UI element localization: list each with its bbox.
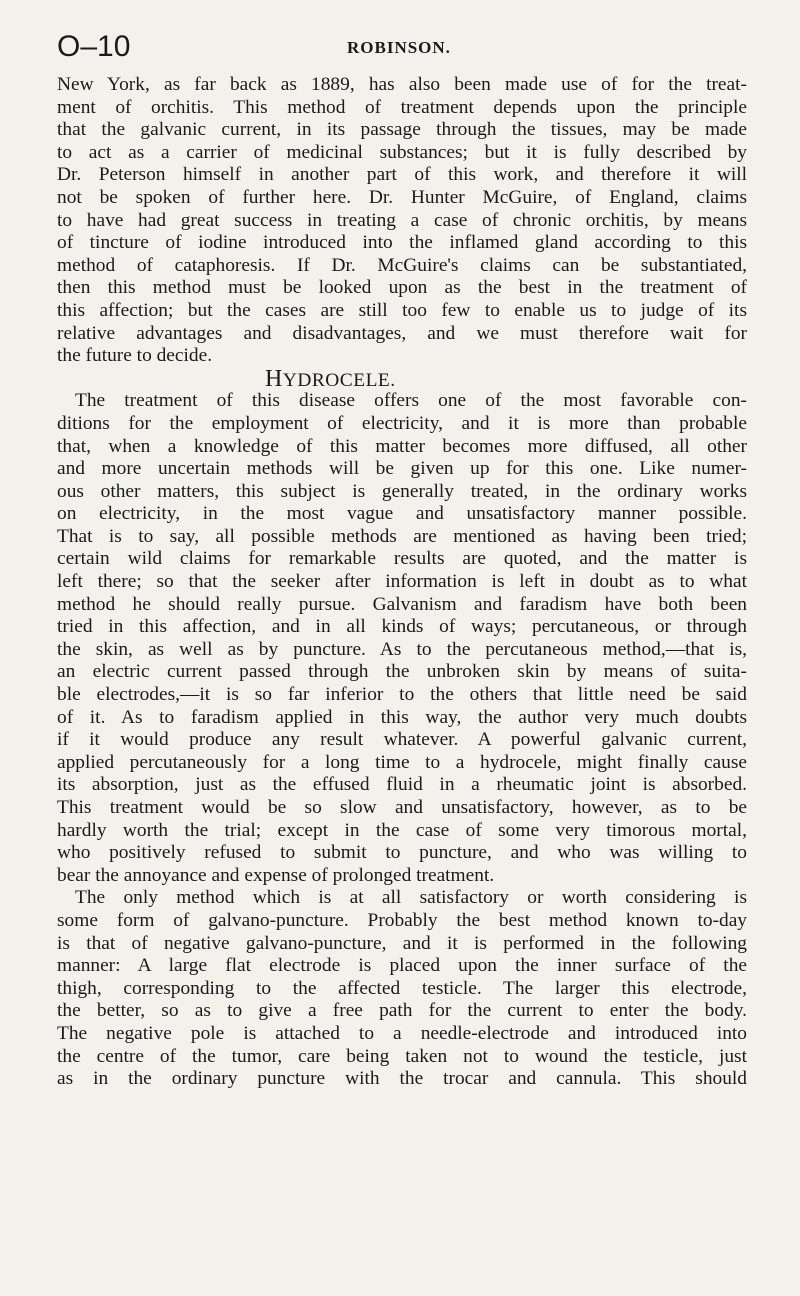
text-line: of tincture of iodine introduced into the inflamed gland according to this (57, 232, 747, 254)
text-line: method he should really pursue. Galvanism and faradism have both been (57, 593, 747, 615)
text-line: applied percutaneously for a long time to a hydrocele, might finally cause (57, 751, 747, 773)
body-text (57, 74, 747, 1091)
text-line: hardly worth the trial; except in the case of some very timorous mortal, (57, 819, 747, 841)
text-line: left there; so that the seeker after information is left in doubt as to what (57, 571, 747, 593)
heading-rest: YDROCELE. (282, 369, 396, 391)
text-line: this affection; but the cases are still too few to enable us to judge of its (57, 299, 747, 321)
text-line: manner: A large flat electrode is placed upon the inner surface of the (57, 955, 747, 977)
paragraph-galvano-puncture (57, 887, 747, 1090)
text-line: The only method which is at all satisfactory or worth considering is (75, 887, 747, 909)
text-line: that, when a knowledge of this matter becomes more diffused, all other (57, 435, 747, 457)
text-line: ditions for the employment of electricity, and it is more than probable (57, 412, 747, 434)
text-line: as in the ordinary puncture with the trocar and cannula. This should (57, 1068, 747, 1090)
text-line: the centre of the tumor, care being taken not to wound the testicle, just (57, 1045, 747, 1067)
text-line: Dr. Peterson himself in another part of this work, and therefore it will (57, 164, 747, 186)
text-line: some form of galvano-puncture. Probably the best method known to-day (57, 909, 747, 931)
text-line: its absorption, just as the effused fluid in a rheumatic joint is absorbed. (57, 774, 747, 796)
text-line: is that of negative galvano-puncture, and it is performed in the following (57, 932, 747, 954)
section-heading-hydrocele (57, 365, 747, 392)
text-line: who positively refused to submit to puncture, and who was willing to (57, 842, 747, 864)
author-running-title: ROBINSON. (347, 38, 451, 57)
text-line: This treatment would be so slow and unsatisfactory, however, as to be (57, 797, 747, 818)
text-line: relative advantages and disadvantages, and we must therefore wait for (57, 322, 747, 344)
text-line: that the galvanic current, in its passage through the tissues, may be made (57, 119, 747, 141)
text-line: not be spoken of further here. Dr. Hunter McGuire, of England, claims (57, 186, 747, 208)
text-line: ous other matters, this subject is generally treated, in the ordinary works (57, 480, 747, 502)
text-line: ble electrodes,—it is so far inferior to the others that little need be said (57, 684, 747, 706)
text-line: New York, as far back as 1889, has also been made use of for the treat- (57, 74, 747, 95)
text-line: bear the annoyance and expense of prolonged treatment. (57, 864, 495, 886)
text-line: on electricity, in the most vague and unsatisfactory manner possible. (57, 503, 747, 525)
running-head (57, 30, 747, 70)
text-line: then this method must be looked upon as the best in the treatment of (57, 277, 747, 299)
paragraph-hydrocele-treatment (57, 390, 747, 887)
text-line: thigh, corresponding to the affected testicle. The larger this electrode, (57, 977, 747, 999)
text-line: the better, so as to give a free path for the current to enter the body. (57, 1000, 747, 1022)
text-line: ment of orchitis. This method of treatment depends upon the principle (57, 96, 747, 118)
text-line: the future to decide. (57, 345, 213, 367)
text-line: if it would produce any result whatever. A powerful galvanic current, (57, 729, 747, 751)
text-line: method of cataphoresis. If Dr. McGuire's claims can be substantiated, (57, 254, 747, 276)
page-number: O–10 (57, 30, 131, 63)
text-line: to act as a carrier of medicinal substances; but it is fully described by (57, 141, 747, 163)
text-line: tried in this affection, and in all kinds of ways; percutaneous, or through (57, 616, 747, 638)
text-line: an electric current passed through the unbroken skin by means of suita- (57, 661, 747, 683)
text-line: to have had great success in treating a case of chronic orchitis, by means (57, 209, 747, 231)
heading-initial: H (265, 365, 283, 392)
text-line: of it. As to faradism applied in this way, the author very much doubts (57, 706, 747, 728)
text-line: The treatment of this disease offers one of the most favorable con- (75, 390, 747, 412)
paragraph-orchitis-continued (57, 74, 747, 368)
text-line: certain wild claims for remarkable results are quoted, and the matter is (57, 548, 747, 570)
text-line: That is to say, all possible methods are mentioned as having been tried; (57, 525, 747, 547)
text-line: the skin, as well as by puncture. As to the percutaneous method,—that is, (57, 638, 747, 660)
text-line: The negative pole is attached to a needle-electrode and introduced into (57, 1022, 747, 1044)
text-line: and more uncertain methods will be given up for this one. Like numer- (57, 458, 747, 480)
